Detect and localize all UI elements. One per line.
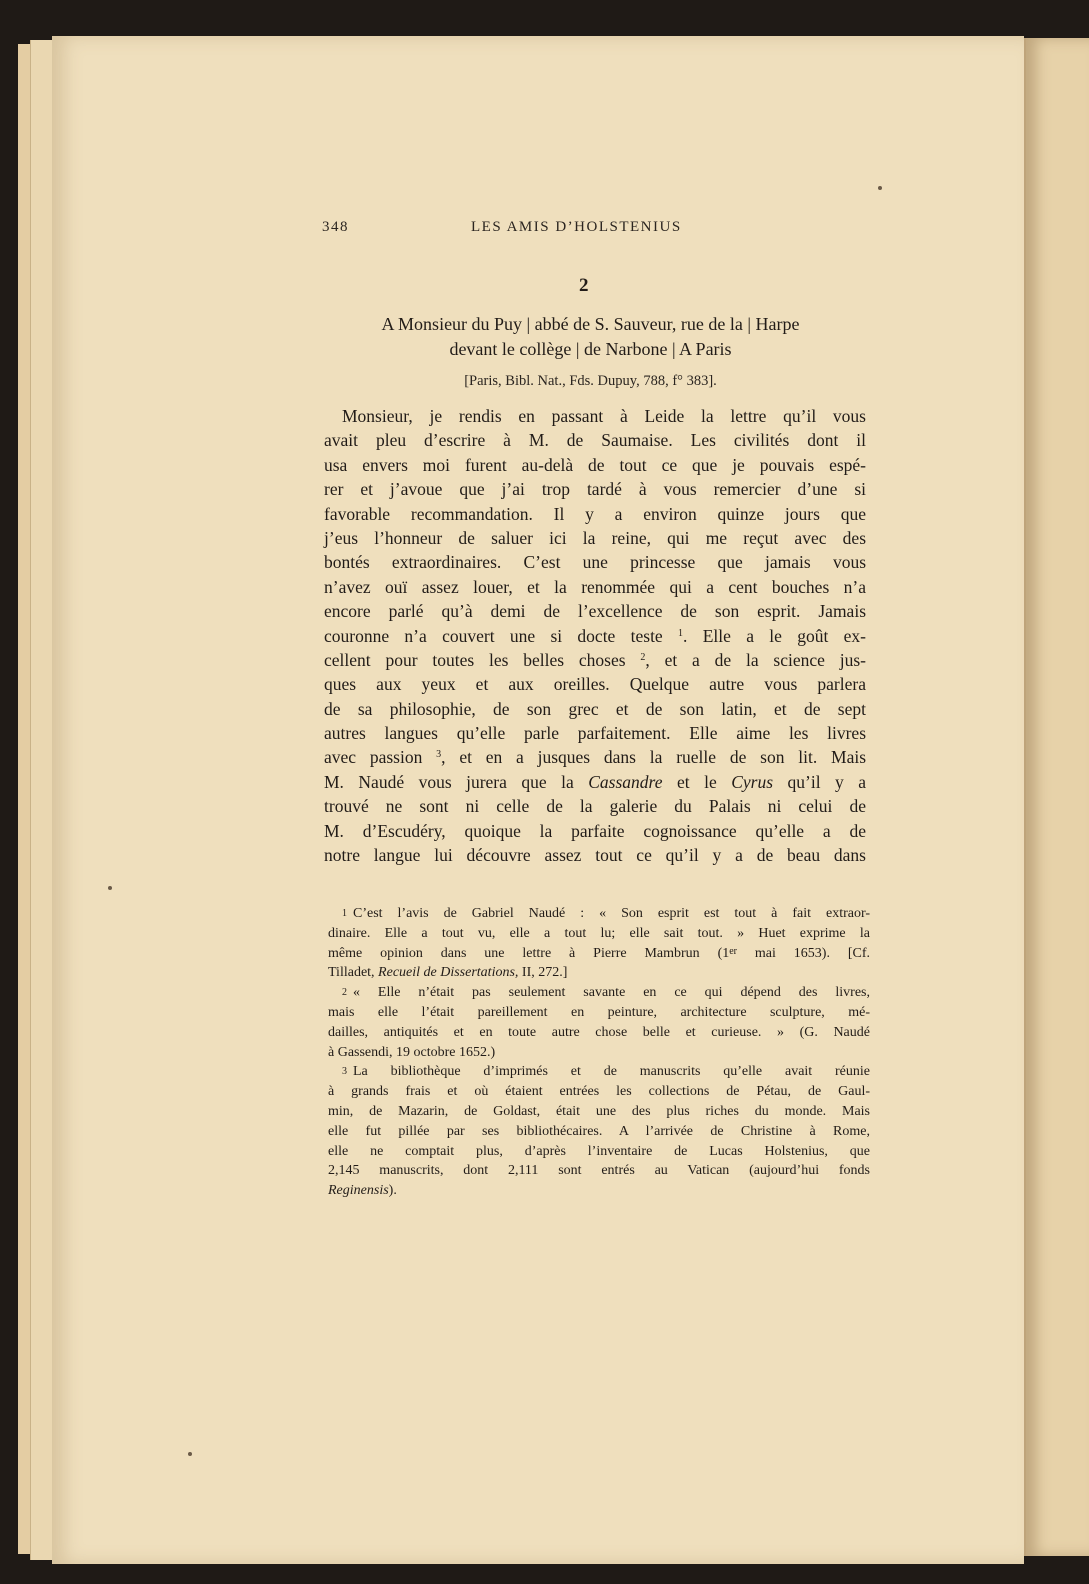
body-line — [324, 770, 866, 794]
body-line: avait pleu d’escrire à M. de Saumaise. Les civilités dont il — [324, 430, 866, 451]
body-line: Monsieur, je rendis en passant à Leide la lettre qu’il vous — [342, 406, 866, 426]
footnote-text: C’est l’avis de Gabriel Naudé : « Son esprit est tout à fait extraor- — [353, 906, 870, 921]
address-line: devant le collège | de Narbone | A Paris — [449, 339, 732, 359]
footnote-line — [328, 963, 870, 983]
paper-speck — [878, 186, 882, 190]
paper-speck — [108, 886, 112, 890]
body-line: M. d’Escudéry, quoique la parfaite cognoissance qu’elle a de — [324, 820, 866, 841]
footnote-line — [328, 1062, 870, 1082]
footnote-line: mais elle l’était pareillement en peinture, architecture sculpture, mé- — [328, 1004, 870, 1020]
footnote-text: ). — [388, 1183, 397, 1199]
footnote-line: dailles, antiquités et en toute autre chose belle et curieuse. » (G. Naudé — [328, 1024, 870, 1040]
footnote-line — [328, 983, 870, 1003]
body-text-run: , et en a jusques dans la ruelle de son lit. Mais — [441, 747, 867, 768]
facing-page-edge — [1024, 38, 1089, 1556]
italic-title: Cassandre — [588, 771, 663, 792]
footnote-text: II, 272.] — [521, 965, 568, 981]
body-text-run: , et a de la science jus- — [645, 649, 866, 670]
body-text-run: qu’il y a — [787, 771, 867, 792]
footnote-line — [328, 1181, 870, 1201]
running-head — [0, 219, 1089, 241]
footnote-line: 2,145 manuscrits, dont 2,111 sont entrés au Vatican (aujourd’hui fonds — [328, 1163, 870, 1179]
body-line — [324, 624, 866, 648]
footnote-ref: 2 — [640, 651, 646, 663]
footnote-number: 1 — [342, 908, 347, 919]
footnote-text: « Elle n’était pas seulement savante en ce qui dépend des livres, — [353, 985, 870, 1001]
body-line — [324, 745, 866, 769]
footnote-text: même opinion dans une lettre à Pierre Mambrun (1 — [328, 945, 730, 961]
body-line — [324, 648, 866, 672]
footnote-text: mai 1653). [Cf. — [737, 945, 870, 961]
footnote-line: à Gassendi, 19 octobre 1652.) — [328, 1044, 496, 1060]
body-line: encore parlé qu’à demi de l’excellence de son esprit. Jamais — [324, 601, 866, 622]
body-line: notre langue lui découvre assez tout ce qu’il y a de beau dans — [324, 845, 866, 866]
footnote-line: à grands frais et où étaient entrées les collections de Pétau, de Gaul- — [328, 1084, 870, 1100]
body-line: n’avez ouï assez louer, et la renommée qui a cent bouches n’a — [324, 576, 866, 597]
footnote-line: elle fut pillée par ses bibliothécaires. A l’arrivée de Christine à Rome, — [328, 1123, 870, 1139]
footnote-line: dinaire. Elle a tout vu, elle a tout lu; elle sait tout. » Huet exprime la — [328, 925, 870, 941]
body-text-run: cellent pour toutes les belles choses — [324, 649, 626, 670]
body-text-run: avec passion — [324, 747, 423, 768]
footnote-text: La bibliothèque d’imprimés et de manuscrits qu’elle avait réunie — [353, 1064, 870, 1080]
body-text-run: M. Naudé vous jurera que la — [324, 771, 574, 792]
footnote-line: elle ne comptait plus, d’après l’inventaire de Lucas Holstenius, que — [328, 1143, 870, 1159]
italic-title: Reginensis — [328, 1183, 389, 1199]
italic-title: Recueil de Dissertations, — [378, 965, 519, 981]
body-line: j’eus l’honneur de saluer ici la reine, qui me reçut avec des — [324, 527, 866, 548]
body-line: trouvé ne sont ni celle de la galerie du Palais ni celui de — [324, 796, 866, 817]
letter-body — [324, 404, 866, 867]
body-line: rer et j’avoue que j’ai trop tardé à vous remercier d’une si — [324, 479, 866, 500]
source-citation: [Paris, Bibl. Nat., Fds. Dupuy, 788, f° 383]. — [464, 373, 717, 389]
body-text-run: et le — [676, 771, 717, 792]
body-line: de sa philosophie, de son grec et de son latin, et de sept — [324, 698, 866, 719]
body-text-run: couronne n’a couvert une si docte teste — [324, 625, 663, 646]
footnote-text: Tilladet, — [328, 965, 375, 981]
body-line: autres langues qu’elle parle parfaitement. Elle aime les livres — [324, 723, 866, 744]
footnote-number: 3 — [342, 1066, 347, 1078]
letter-address — [318, 312, 863, 362]
italic-title: Cyrus — [731, 771, 774, 792]
page-number: 348 — [322, 219, 349, 235]
body-line: ques aux yeux et aux oreilles. Quelque autre vous parlera — [324, 674, 866, 695]
address-line: A Monsieur du Puy | abbé de S. Sauveur, rue de la | Harpe — [381, 314, 800, 334]
footnote-ref: 3 — [436, 749, 442, 761]
footnote-number: 2 — [342, 987, 347, 999]
body-text-run: . Elle a le goût ex- — [683, 625, 866, 646]
body-line: bontés extraordinaires. C’est une princesse que jamais vous — [324, 552, 866, 573]
superscript: er — [729, 945, 738, 957]
footnote-line — [328, 944, 870, 964]
body-line: usa envers moi furent au-delà de tout ce que je pouvais espé- — [324, 454, 866, 475]
body-line: favorable recommandation. Il y a environ quinze jours que — [324, 503, 866, 524]
paper-speck — [188, 1452, 192, 1456]
footnotes — [328, 904, 870, 1201]
footnote-line: min, de Mazarin, de Goldast, était une des plus riches du monde. Mais — [328, 1103, 870, 1119]
footnote-line — [328, 904, 870, 924]
running-title: LES AMIS D’HOLSTENIUS — [471, 219, 682, 235]
letter-number: 2 — [579, 275, 589, 296]
footnote-ref: 1 — [678, 627, 684, 639]
